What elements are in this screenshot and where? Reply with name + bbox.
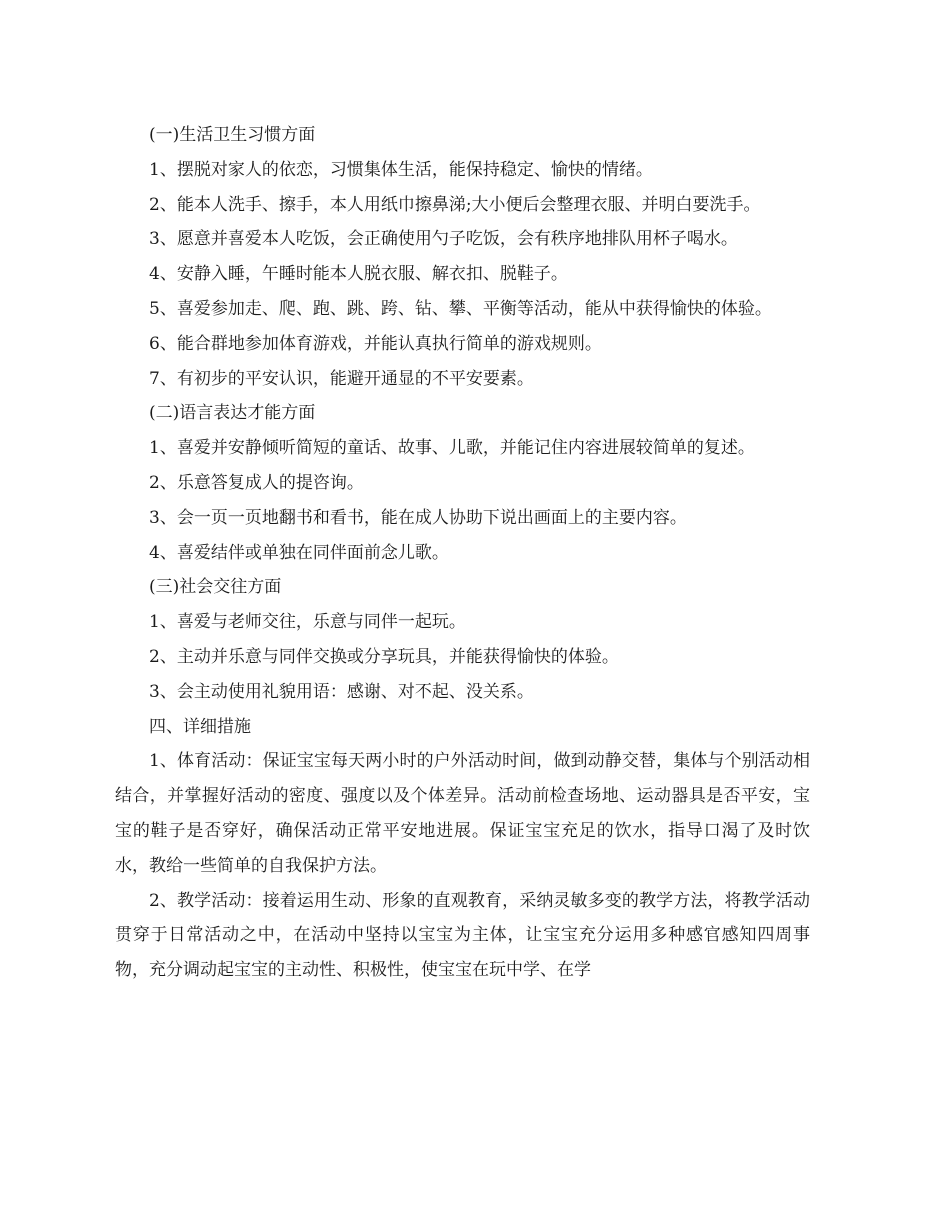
list-item: 2、主动并乐意与同伴交换或分享玩具，并能获得愉快的体验。 <box>149 646 619 667</box>
list-item: 6、能合群地参加体育游戏，并能认真执行简单的游戏规则。 <box>149 333 602 354</box>
list-item: 1、体育活动：保证宝宝每天两小时的户外活动时间，做到动静交替，集体与个别活动相结合，并掌握好活动的密度、强度以及个体差异。活动前检查场地、运动器具是否平安，宝宝的鞋子是否穿好，确保活动正常平安地进展。保证宝宝充足的饮水，指导口渴了及时饮水，教给一些简单的自我保护方法。 <box>115 751 810 876</box>
section-heading-social: (三)社会交往方面 <box>149 577 282 598</box>
list-item: 5、喜爱参加走、爬、跑、跳、跨、钻、攀、平衡等活动，能从中获得愉快的体验。 <box>149 298 772 319</box>
list-item: 2、能本人洗手、擦手，本人用纸巾擦鼻涕;大小便后会整理衣服、并明白要洗手。 <box>149 194 761 215</box>
list-item: 4、安静入睡，午睡时能本人脱衣服、解衣扣、脱鞋子。 <box>149 264 568 285</box>
document-body <box>115 118 810 988</box>
list-item: 7、有初步的平安认识，能避开通显的不平安要素。 <box>149 368 534 389</box>
section-heading-measures: 四、详细措施 <box>149 716 251 737</box>
list-item: 1、摆脱对家人的依恋，习惯集体生活，能保持稳定、愉快的情绪。 <box>149 159 653 180</box>
list-item: 3、会主动使用礼貌用语：感谢、对不起、没关系。 <box>149 681 534 702</box>
list-item: 3、愿意并喜爱本人吃饭，会正确使用勺子吃饭，会有秩序地排队用杯子喝水。 <box>149 229 738 250</box>
section-heading-language: (二)语言表达才能方面 <box>149 403 316 424</box>
list-item: 2、乐意答复成人的提咨询。 <box>149 472 364 493</box>
list-item: 1、喜爱并安静倾听简短的童话、故事、儿歌，并能记住内容进展较简单的复述。 <box>149 438 755 459</box>
list-item: 4、喜爱结伴或单独在同伴面前念儿歌。 <box>149 542 449 563</box>
list-item: 2、教学活动：接着运用生动、形象的直观教育，采纳灵敏多变的教学方法，将教学活动贯穿于日常活动之中，在活动中坚持以宝宝为主体，让宝宝充分运用多种感官感知四周事物，充分调动起宝宝的主动性、积极性，使宝宝在玩中学、在学 <box>115 890 810 981</box>
list-item: 1、喜爱与老师交往，乐意与同伴一起玩。 <box>149 612 466 633</box>
list-item: 3、会一页一页地翻书和看书，能在成人协助下说出画面上的主要内容。 <box>149 507 687 528</box>
section-heading-life-habits: (一)生活卫生习惯方面 <box>149 125 316 145</box>
